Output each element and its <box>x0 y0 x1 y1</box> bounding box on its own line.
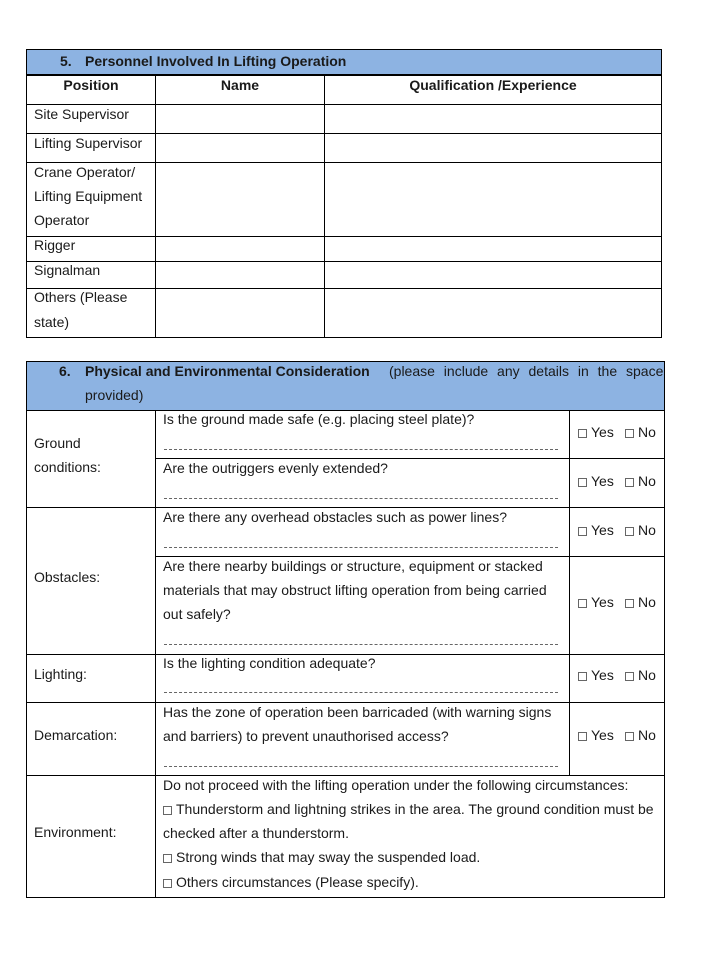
category-lighting: Lighting: <box>26 654 156 703</box>
yes-checkbox[interactable] <box>578 527 587 536</box>
question-ground-safe: Is the ground made safe (e.g. placing steel plate)? <box>155 410 570 459</box>
section-6-subtitle-line2: provided) <box>85 387 144 403</box>
question-outriggers: Are the outriggers evenly extended? <box>155 458 570 508</box>
yes-checkbox[interactable] <box>578 599 587 608</box>
answer-line[interactable] <box>164 692 558 693</box>
name-field[interactable] <box>155 288 325 338</box>
thunderstorm-checkbox[interactable] <box>163 806 172 815</box>
name-field[interactable] <box>155 104 325 134</box>
question-overhead-obstacles: Are there any overhead obstacles such as power lines? <box>155 507 570 557</box>
section-5-header <box>26 49 662 76</box>
column-header-name: Name <box>155 75 325 105</box>
category-obstacles: Obstacles: <box>26 507 156 655</box>
section-6-header <box>26 361 665 411</box>
section-6-subtitle: (please include any details in the space <box>389 363 664 379</box>
qualification-field[interactable] <box>324 236 662 262</box>
column-header-position: Position <box>26 75 156 105</box>
section-5-number: 5. <box>60 53 72 69</box>
question-demarcation: Has the zone of operation been barricaded (with warning signs and barriers) to prevent unauthorised access? <box>155 702 570 776</box>
yes-no-cell: Yes No <box>569 458 665 508</box>
qualification-field[interactable] <box>324 261 662 289</box>
name-field[interactable] <box>155 162 325 237</box>
environment-circumstances: Do not proceed with the lifting operation under the following circumstances: Thunderstorm and lightning strikes in the area. The ground condition must be checked after a thunderstorm. Strong winds that may sway the suspended load. Others circumstances (Please specify). <box>155 775 665 898</box>
yes-no-cell: Yes No <box>569 702 665 776</box>
qualification-field[interactable] <box>324 133 662 163</box>
yes-checkbox[interactable] <box>578 732 587 741</box>
qualification-field[interactable] <box>324 162 662 237</box>
name-field[interactable] <box>155 236 325 262</box>
section-6-title: Physical and Environmental Consideration <box>85 363 370 379</box>
answer-line[interactable] <box>164 547 558 548</box>
table-row-position: Rigger <box>26 236 156 262</box>
yes-checkbox[interactable] <box>578 429 587 438</box>
answer-line[interactable] <box>164 644 558 645</box>
answer-line[interactable] <box>164 498 558 499</box>
no-checkbox[interactable] <box>625 599 634 608</box>
category-demarcation: Demarcation: <box>26 702 156 776</box>
answer-line[interactable] <box>164 449 558 450</box>
others-checkbox[interactable] <box>163 879 172 888</box>
no-checkbox[interactable] <box>625 478 634 487</box>
table-row-position: Lifting Supervisor <box>26 133 156 163</box>
yes-checkbox[interactable] <box>578 672 587 681</box>
question-nearby-buildings: Are there nearby buildings or structure, equipment or stacked materials that may obstruct lifting operation from being carried out safely? <box>155 556 570 655</box>
table-row-position: Signalman <box>26 261 156 289</box>
section-6-number: 6. <box>59 363 71 379</box>
category-ground-conditions: Ground conditions: <box>26 410 156 508</box>
qualification-field[interactable] <box>324 104 662 134</box>
environment-item-thunderstorm: Thunderstorm and lightning strikes in the area. The ground condition must be <box>163 797 654 821</box>
environment-intro: Do not proceed with the lifting operation under the following circumstances: <box>163 777 629 793</box>
answer-line[interactable] <box>164 766 558 767</box>
name-field[interactable] <box>155 261 325 289</box>
no-checkbox[interactable] <box>625 672 634 681</box>
no-checkbox[interactable] <box>625 429 634 438</box>
yes-no-cell: Yes No <box>569 556 665 655</box>
table-row-position: Site Supervisor <box>26 104 156 134</box>
category-environment: Environment: <box>26 775 156 898</box>
no-checkbox[interactable] <box>625 527 634 536</box>
name-field[interactable] <box>155 133 325 163</box>
environment-item-winds: Strong winds that may sway the suspended load. <box>163 845 480 869</box>
qualification-field[interactable] <box>324 288 662 338</box>
yes-checkbox[interactable] <box>578 478 587 487</box>
section-5-title: Personnel Involved In Lifting Operation <box>85 53 347 69</box>
table-row-position: Others (Please state) <box>26 288 156 338</box>
table-row-position: Crane Operator/ Lifting Equipment Operator <box>26 162 156 237</box>
yes-no-cell: Yes No <box>569 507 665 557</box>
strong-winds-checkbox[interactable] <box>163 854 172 863</box>
yes-no-cell: Yes No <box>569 410 665 459</box>
yes-no-cell: Yes No <box>569 654 665 703</box>
no-checkbox[interactable] <box>625 732 634 741</box>
environment-item-others: Others circumstances (Please specify). <box>163 870 419 894</box>
column-header-qualification: Qualification /Experience <box>324 75 662 105</box>
question-lighting: Is the lighting condition adequate? <box>155 654 570 703</box>
